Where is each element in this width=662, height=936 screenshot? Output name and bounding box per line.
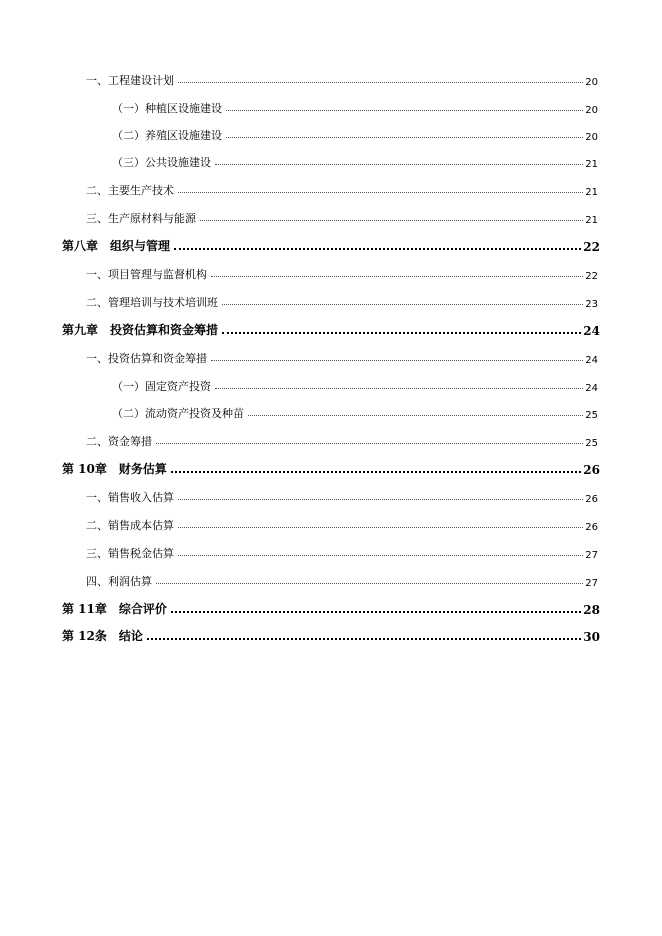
toc-entry-title: （二）养殖区设施建设 xyxy=(112,129,222,142)
toc-entry-title: 一、项目管理与监督机构 xyxy=(86,268,207,281)
toc-entry-title: 第八章 组织与管理 xyxy=(62,239,171,253)
toc-entry-page: 22 xyxy=(583,240,600,254)
dot-leader xyxy=(200,219,583,221)
toc-entry-page: 20 xyxy=(585,132,598,143)
toc-entry-page: 30 xyxy=(583,630,600,644)
toc-entry-title: 二、管理培训与技术培训班 xyxy=(86,296,218,309)
dot-leader xyxy=(248,414,583,416)
dot-leader xyxy=(147,637,581,640)
toc-entry[interactable] xyxy=(86,206,598,226)
toc-chapter-entry[interactable] xyxy=(62,318,600,338)
toc-entry-title: （二）流动资产投资及种苗 xyxy=(112,407,244,420)
toc-entry[interactable] xyxy=(112,401,598,421)
dot-leader xyxy=(178,498,583,500)
toc-entry-title: 第 12条 结论 xyxy=(62,629,143,643)
toc-entry[interactable] xyxy=(112,150,598,170)
dot-leader xyxy=(215,387,583,389)
toc-entry-title: 三、生产原材料与能源 xyxy=(86,212,196,225)
toc-entry-page: 27 xyxy=(585,578,598,589)
toc-entry-title: 二、资金筹措 xyxy=(86,435,152,448)
dot-leader xyxy=(171,470,581,473)
toc-entry-page: 24 xyxy=(585,383,598,394)
toc-entry-title: 二、销售成本估算 xyxy=(86,519,174,532)
toc-entry-title: 第 11章 综合评价 xyxy=(62,602,167,616)
dot-leader xyxy=(222,303,583,305)
toc-entry-page: 21 xyxy=(585,187,598,198)
toc-entry[interactable] xyxy=(86,513,598,533)
toc-entry-title: 二、主要生产技术 xyxy=(86,184,174,197)
toc-entry-page: 27 xyxy=(585,550,598,561)
toc-entry-page: 21 xyxy=(585,159,598,170)
toc-entry-title: 一、投资估算和资金筹措 xyxy=(86,352,207,365)
toc-chapter-entry[interactable] xyxy=(62,457,600,477)
toc-entry-title: 第九章 投资估算和资金筹措 xyxy=(62,323,219,337)
dot-leader xyxy=(178,526,583,528)
toc-entry[interactable] xyxy=(86,178,598,198)
dot-leader xyxy=(156,442,583,444)
toc-entry-title: 一、工程建设计划 xyxy=(86,74,174,87)
toc-entry[interactable] xyxy=(86,541,598,561)
dot-leader xyxy=(211,359,583,361)
toc-entry-page: 26 xyxy=(583,463,600,477)
toc-entry-page: 22 xyxy=(585,271,598,282)
toc-entry-title: 四、利润估算 xyxy=(86,575,152,588)
toc-entry-title: 第 10章 财务估算 xyxy=(62,462,167,476)
toc-entry-page: 26 xyxy=(585,494,598,505)
toc-entry[interactable] xyxy=(86,290,598,310)
toc-entry[interactable] xyxy=(86,346,598,366)
dot-leader xyxy=(156,582,583,584)
dot-leader xyxy=(226,136,583,138)
dot-leader xyxy=(211,275,583,277)
dot-leader xyxy=(178,81,583,83)
toc-entry-title: 一、销售收入估算 xyxy=(86,491,174,504)
dot-leader xyxy=(222,331,581,334)
toc-entry-title: （一）固定资产投资 xyxy=(112,380,211,393)
toc-entry-page: 24 xyxy=(585,355,598,366)
dot-leader xyxy=(226,109,583,111)
toc-entry-page: 23 xyxy=(585,299,598,310)
dot-leader xyxy=(174,247,581,250)
dot-leader xyxy=(215,163,583,165)
toc-entry[interactable] xyxy=(86,429,598,449)
toc-entry-title: （三）公共设施建设 xyxy=(112,156,211,169)
toc-entry-page: 26 xyxy=(585,522,598,533)
toc-entry-page: 24 xyxy=(583,324,600,338)
toc-chapter-entry[interactable] xyxy=(62,234,600,254)
toc-entry[interactable] xyxy=(86,262,598,282)
dot-leader xyxy=(178,191,583,193)
toc-chapter-entry[interactable] xyxy=(62,624,600,644)
toc-entry[interactable] xyxy=(86,68,598,88)
toc-entry[interactable] xyxy=(112,123,598,143)
toc-entry-title: （一）种植区设施建设 xyxy=(112,102,222,115)
toc-entry-page: 28 xyxy=(583,603,600,617)
toc-entry[interactable] xyxy=(86,485,598,505)
dot-leader xyxy=(178,554,583,556)
toc-entry[interactable] xyxy=(112,374,598,394)
toc-entry-title: 三、销售税金估算 xyxy=(86,547,174,560)
toc-entry-page: 25 xyxy=(585,438,598,449)
toc-entry[interactable] xyxy=(86,569,598,589)
toc-entry-page: 20 xyxy=(585,77,598,88)
toc-entry-page: 20 xyxy=(585,105,598,116)
toc-entry-page: 25 xyxy=(585,410,598,421)
dot-leader xyxy=(171,610,581,613)
toc-chapter-entry[interactable] xyxy=(62,597,600,617)
toc-entry-page: 21 xyxy=(585,215,598,226)
toc-entry[interactable] xyxy=(112,96,598,116)
